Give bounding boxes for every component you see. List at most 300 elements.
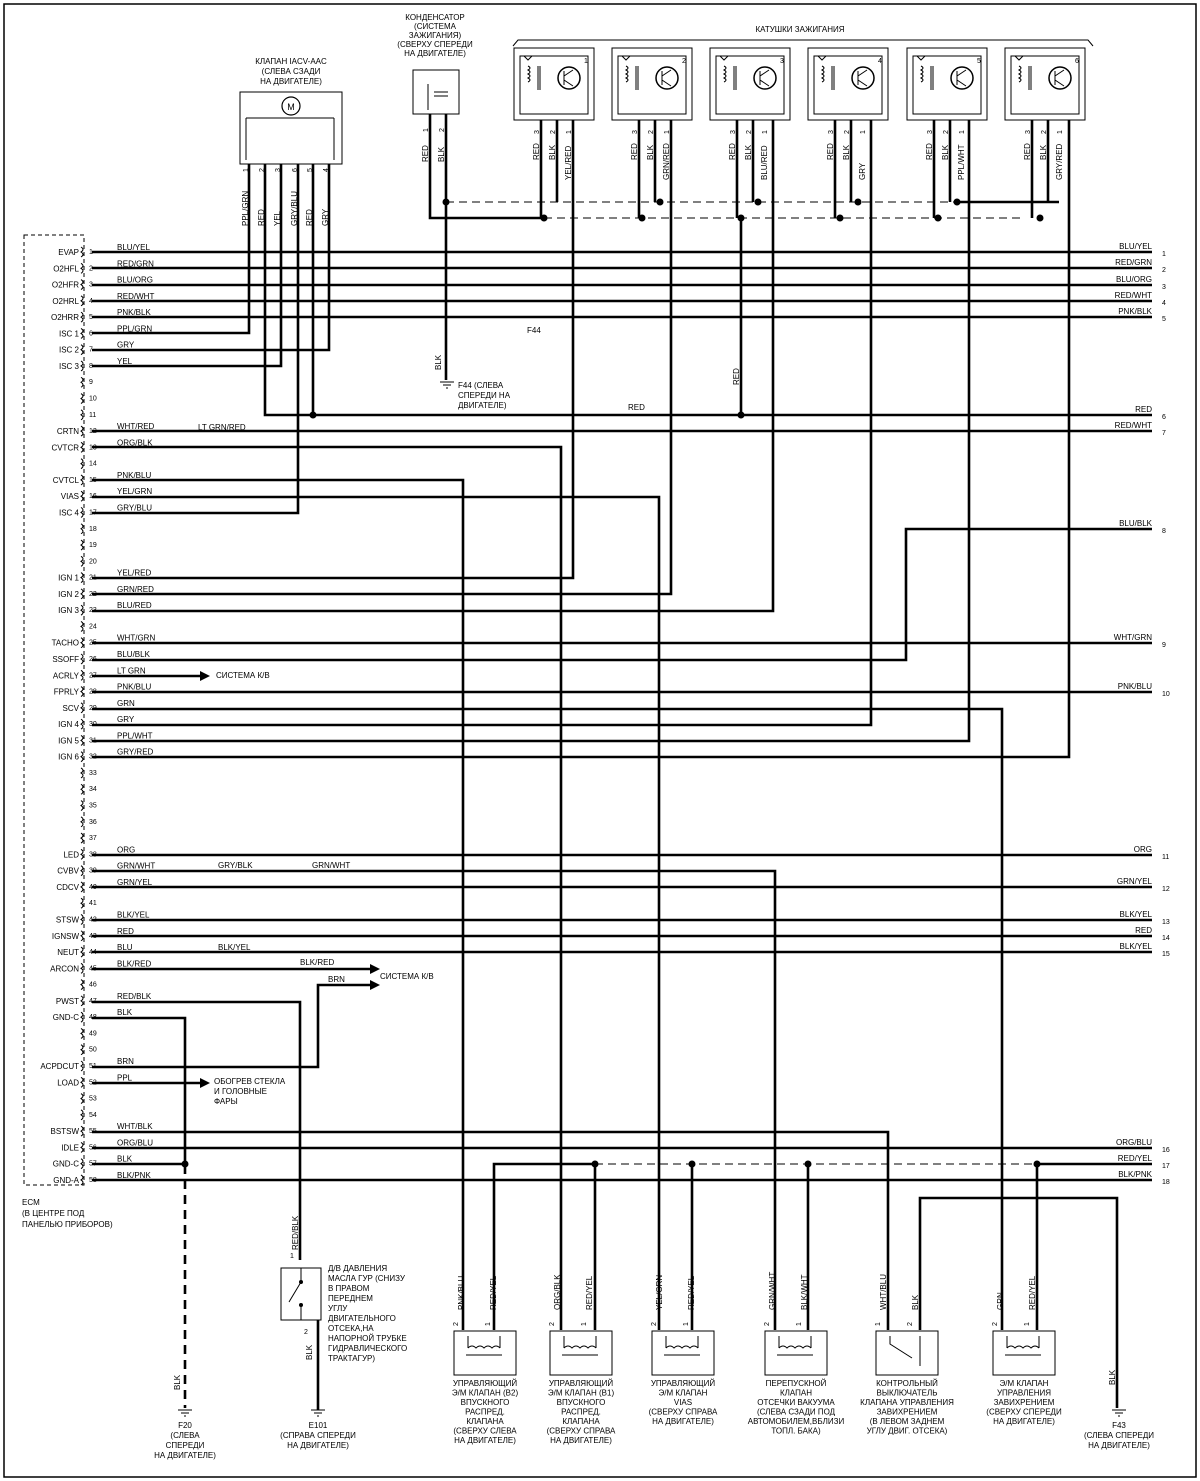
pin-connector-icon (81, 605, 83, 615)
coil-wire-color: PPL/WHT (957, 144, 966, 180)
wires (92, 114, 1152, 1410)
ps-label-line: ОТСЕКА,НА (328, 1324, 374, 1333)
pin-connector-icon (81, 296, 83, 306)
coil-pin-number: 1 (566, 130, 573, 134)
arrow-icon (370, 980, 380, 990)
pin-connector-icon (81, 507, 83, 517)
component-label-line: ТОПЛ. БАКА) (771, 1426, 821, 1436)
ecm-wire-color: BLU/YEL (117, 243, 150, 252)
bottom-components (452, 1272, 1062, 1445)
right-wire-color: BLU/ORG (1115, 275, 1152, 284)
ecm-wire-color: ORG/BLU (117, 1138, 154, 1148)
pin-connector-icon (81, 654, 83, 664)
component-label-line: ОТСЕЧКИ ВАКУУМА (757, 1398, 835, 1407)
splice-dot (935, 215, 942, 222)
right-wire-color: ORG/BLU (1115, 1138, 1152, 1147)
coil-pin-number: 1 (959, 130, 966, 134)
component-label-line: КЛАПАНА (562, 1417, 600, 1426)
ignition-coils (514, 48, 1085, 180)
f20-wire: BLK (173, 1374, 182, 1390)
component-label-line: Э/М КЛАПАН (B1) (547, 1388, 615, 1398)
pin-connector-icon (81, 1094, 83, 1104)
pin-connector-icon (81, 394, 83, 404)
coil-wire-color: RED (826, 143, 835, 160)
ecm-wire-color: BLK/RED (117, 959, 152, 969)
ecm-pin-list (40, 243, 155, 1185)
pin-connector-icon (81, 801, 83, 811)
coil-winding-icon (917, 56, 933, 90)
e101-wire: BLK (305, 1344, 314, 1360)
pin-connector-icon (81, 589, 83, 599)
ground-icon (311, 1410, 325, 1416)
condenser-title-4: (СВЕРХУ СПЕРЕДИ (397, 40, 473, 49)
ecm-wire-color: RED (117, 926, 134, 936)
splice-dot (310, 412, 317, 419)
e101-label-3: НА ДВИГАТЕЛЕ) (287, 1441, 349, 1450)
ecm-location-1: (В ЦЕНТРЕ ПОД (22, 1209, 85, 1218)
pin-connector-icon (81, 784, 83, 794)
ecm-pin-number: 34 (89, 786, 97, 794)
condenser-ground-wire: BLK (434, 354, 443, 370)
splice-dot (541, 215, 548, 222)
switch-icon (289, 1268, 301, 1320)
right-connector-number: 13 (1162, 919, 1170, 926)
defog-ref-3: ФАРЫ (214, 1097, 238, 1106)
wire-scv (92, 709, 1002, 1330)
coil-wire-color: BLK (1039, 144, 1048, 160)
solenoid-icon (777, 1336, 813, 1355)
component-label-line: (СВЕРХУ СПЕРЕДИ (986, 1407, 1062, 1417)
component-label-line: НА ДВИГАТЕЛЕ) (652, 1417, 714, 1426)
ecm-pin-name: ISC 2 (58, 345, 79, 355)
pin-connector-icon (81, 719, 83, 729)
splice-dot (855, 199, 862, 206)
right-connector-number: 6 (1162, 414, 1166, 421)
coil-wire-color: BLK (548, 144, 557, 160)
ecm-wire-color: GRN/WHT (117, 861, 156, 871)
component-1 (452, 1275, 519, 1445)
right-connector-number: 12 (1162, 886, 1170, 893)
component-label-line: ВЫКЛЮЧАТЕЛЬ (876, 1388, 938, 1398)
ecm-pin-number: 35 (89, 802, 97, 810)
coil-wire-color: GRY (858, 162, 867, 180)
right-wire-color: BLK/PNK (1118, 1170, 1152, 1179)
condenser-wire-color: BLK (437, 146, 446, 162)
component-5 (860, 1274, 954, 1436)
condenser-title-3: ЗАЖИГАНИЯ) (408, 31, 462, 40)
right-edge-connectors (1114, 242, 1170, 1186)
component-body (652, 1331, 714, 1375)
ecm-wire-color: WHT/RED (117, 422, 155, 432)
coil-pin-number: 3 (534, 130, 541, 134)
condenser-title-5: НА ДВИГАТЕЛЕ) (404, 49, 466, 58)
coil-wire-color: RED (1023, 143, 1032, 160)
component-label-line: НА ДВИГАТЕЛЕ) (454, 1436, 516, 1445)
pin-connector-icon (81, 735, 83, 745)
ecm-pin-number: 26 (89, 656, 97, 663)
coil-number: 4 (878, 58, 882, 65)
solenoid-icon (562, 1336, 598, 1355)
right-connector-number: 14 (1162, 935, 1170, 942)
component-pin-number: 1 (581, 1322, 588, 1326)
ecm-pin-number: 7 (89, 346, 93, 354)
ecm-pin-name: O2HRL (52, 296, 79, 306)
ecm-pin-number: 53 (89, 1095, 97, 1103)
iacv-wire-color: YEL (273, 210, 282, 226)
coil-wire-color: GRY/RED (1055, 143, 1064, 180)
power-steering-pressure-switch (281, 1215, 407, 1363)
right-wire-color: PNK/BLU (1117, 682, 1152, 691)
red-bus-label: RED (628, 403, 645, 412)
coil-winding-icon (1015, 56, 1031, 90)
ecm-pin-number: 37 (89, 835, 97, 843)
ecm-pin-number: 51 (89, 1063, 97, 1070)
ecm-pin-number: 45 (89, 965, 97, 973)
right-wire-color: BLK/YEL (1119, 942, 1152, 951)
ecm-pin-number: 58 (89, 1176, 97, 1184)
coil-pin-number: 2 (746, 130, 753, 134)
component-label-line: ВПУСКНОГО (556, 1398, 606, 1407)
ecm-pin-number: 48 (89, 1014, 97, 1022)
coil-wire-color: BLK (941, 144, 950, 160)
transistor-leads-icon (1055, 70, 1064, 86)
ecm-pin-number: 29 (89, 704, 97, 712)
ecm-pin-name: SSOFF (52, 655, 79, 664)
iacv-title-1: КЛАПАН IACV-AAC (255, 57, 327, 66)
ecm-wire-color: PPL/WHT (117, 731, 153, 741)
ps-label (328, 1264, 407, 1363)
component-pin-number: 2 (764, 1322, 771, 1326)
iacv-title-2: (СЛЕВА СЗАДИ (261, 67, 321, 76)
f20-label-4: НА ДВИГАТЕЛЕ) (154, 1451, 216, 1460)
right-connector-number: 4 (1162, 300, 1166, 307)
component-body (876, 1331, 938, 1375)
ecm-wire-color: YEL/RED (117, 568, 152, 578)
ecm-wire-color: YEL/GRN (117, 487, 153, 497)
transistor-icon (951, 67, 973, 89)
iacv-wire-color: RED (257, 209, 266, 226)
coil-number: 2 (682, 58, 686, 65)
right-connector-number: 10 (1162, 691, 1170, 698)
ecm-pin-number: 32 (89, 753, 97, 761)
component-wire-color: PNK/BLU (457, 1275, 466, 1310)
component-wire-color: BLK (911, 1294, 920, 1310)
component-wire-color: GRN (996, 1292, 1005, 1310)
wire-ign2 (92, 120, 671, 594)
ignition-coil-5 (907, 48, 987, 180)
ecm-pin-name: NEUT (57, 948, 79, 958)
iacv-pin-number: 1 (243, 168, 250, 172)
ecm-pin-number: 56 (89, 1144, 97, 1152)
ecm-pin-name: FPRLY (53, 687, 79, 697)
right-wire-color: RED/WHT (1114, 421, 1152, 430)
splice-dot (689, 1161, 696, 1168)
ps-wire-top: RED/BLK (291, 1215, 300, 1250)
ecm-pin-number: 36 (89, 818, 97, 826)
component-pin-number: 2 (549, 1322, 556, 1326)
ecm-pin-number: 40 (89, 883, 97, 891)
ecm-pin-name: ISC 3 (58, 361, 79, 371)
right-connector-number: 3 (1162, 284, 1166, 291)
pin-connector-icon (81, 1110, 83, 1120)
component-pin-number: 2 (453, 1322, 460, 1326)
iacv-wire-color: GRY (321, 208, 330, 226)
component-pin-number: 2 (907, 1322, 914, 1326)
component-label-line: Э/М КЛАПАН (658, 1388, 708, 1398)
splice-dots (182, 199, 1044, 1168)
component-wire-color: RED/YEL (489, 1275, 498, 1310)
switch-contact-icon (299, 1280, 303, 1284)
iacv-pin-number: 4 (323, 168, 330, 172)
pin-connector-icon (81, 638, 83, 648)
component-4 (748, 1272, 845, 1436)
ac-system-ref-1: СИСТЕМА К/В (216, 671, 270, 680)
coil-pin-number: 2 (943, 130, 950, 134)
f44-label-1: F44 (СЛЕВА (458, 381, 504, 390)
ecm-pin-name: IGN 6 (58, 752, 79, 762)
ecm-pin-name: ISC 1 (58, 329, 79, 339)
component-wire-color: ORG/BLK (553, 1274, 562, 1310)
transistor-icon (656, 67, 678, 89)
component-wire-color: RED/YEL (687, 1275, 696, 1310)
ecm-pin-number: 42 (89, 916, 97, 924)
wire-red-yel-1 (494, 1164, 595, 1330)
component-label-line: УПРАВЛЯЮЩИЙ (650, 1379, 716, 1388)
crtn-splice-label: LT GRN/RED (198, 423, 246, 432)
splice-dot (954, 199, 961, 206)
splice-dot (805, 1161, 812, 1168)
splice-dot (1037, 215, 1044, 222)
wire-cvtcr (92, 447, 561, 1330)
ecm-pin-number: 8 (89, 362, 93, 370)
ecm-pin-number: 33 (89, 769, 97, 777)
ecm-pin-number: 22 (89, 590, 97, 598)
component-label-line: Э/М КЛАПАН (999, 1379, 1049, 1388)
right-connector-number: 8 (1162, 528, 1166, 535)
coil-pin-number: 1 (664, 130, 671, 134)
wire-cvbv (92, 871, 775, 1330)
component-label-line: КЛАПАНА УПРАВЛЕНИЯ (860, 1398, 954, 1407)
ecm-wire-color: BRN (117, 1057, 134, 1066)
component-body (993, 1331, 1055, 1375)
ecm-wire-color: GRY (117, 340, 135, 350)
ecm-wire-color: PPL (117, 1073, 133, 1083)
ecm-pin-name: ACPDCUT (40, 1062, 79, 1071)
ecm-pin-name: O2HFL (53, 264, 79, 274)
ground-f43 (1084, 1369, 1154, 1450)
ecm-pin-name: VIAS (60, 492, 79, 502)
component-body (765, 1331, 827, 1375)
ecm-wire-color: PNK/BLK (117, 308, 151, 318)
ecm-pin-number: 12 (89, 428, 97, 436)
right-wire-color: RED/YEL (1117, 1154, 1152, 1163)
ecm-wire-color: PNK/BLU (117, 682, 152, 692)
ecm-pin-number: 31 (89, 737, 97, 745)
pin-connector-icon (81, 280, 83, 290)
ecm-wire-color: BLU/RED (117, 601, 152, 611)
transistor-leads-icon (564, 70, 573, 86)
splice-dot (738, 215, 745, 222)
right-wire-color: RED (1135, 926, 1152, 935)
pin-connector-icon (81, 1175, 83, 1185)
ecm-wire-color: BLK/PNK (117, 1170, 151, 1180)
ecm-pin-number: 6 (89, 330, 93, 338)
ecm-pin-number: 21 (89, 574, 97, 582)
ecm-wire-color: GRY (117, 715, 135, 725)
ecm-pin-number: 47 (89, 997, 97, 1005)
right-connector-number: 16 (1162, 1147, 1170, 1154)
ecm-wire-color: GRN (117, 698, 135, 708)
ecm-wire-color: GRY/RED (117, 747, 154, 757)
coil-number: 5 (977, 58, 981, 65)
pin-connector-icon (81, 328, 83, 338)
transistor-leads-icon (760, 70, 769, 86)
ecm-wire-color: BLU (117, 943, 133, 953)
pin-connector-icon (81, 1159, 83, 1169)
switch-contact-icon (299, 1303, 303, 1307)
motor-symbol: M (287, 102, 295, 112)
splice-dot (443, 199, 450, 206)
ecm-pin-name: SCV (62, 703, 79, 713)
right-wire-color: BLU/BLK (1119, 519, 1152, 528)
ps-label-line: МАСЛА ГУР (СНИЗУ (328, 1274, 405, 1283)
capacitor-icon (428, 84, 448, 110)
solenoid-icon (664, 1336, 700, 1355)
f43-label-1: F43 (1112, 1421, 1126, 1430)
right-connector-number: 5 (1162, 316, 1166, 323)
component-body (454, 1331, 516, 1375)
ecm-wire-color: RED/WHT (117, 291, 155, 301)
component-label-line: (СЛЕВА СЗАДИ ПОД (756, 1407, 836, 1417)
splice-dot (837, 215, 844, 222)
switch-icon (890, 1336, 920, 1366)
ecm-wire-color: YEL (117, 356, 133, 366)
pin-connector-icon (81, 263, 83, 273)
coil-winding-icon (524, 56, 540, 90)
condenser-wire-color: RED (421, 145, 430, 162)
iacv-pin-number: 6 (292, 168, 299, 172)
transistor-icon (1049, 67, 1071, 89)
ps-label-line: Д/В ДАВЛЕНИЯ (328, 1264, 388, 1273)
condenser-title-1: КОНДЕНСАТОР (405, 13, 465, 22)
ecm-pin-name: BSTSW (50, 1127, 79, 1137)
pin-connector-icon (81, 1045, 83, 1055)
splice-dot (182, 1161, 189, 1168)
right-wire-color: WHT/GRN (1113, 633, 1152, 642)
wire-isc1 (92, 164, 249, 333)
ecm-pin-number: 13 (89, 444, 97, 452)
condenser-pin-number: 1 (423, 128, 430, 132)
ecm-pin-name: IDLE (61, 1143, 79, 1153)
ground-icon (1112, 1410, 1126, 1416)
f44-label-3: ДВИГАТЕЛЕ) (458, 401, 507, 410)
ecm-wire-color: WHT/GRN (117, 633, 156, 643)
ecm-pin-number: 46 (89, 981, 97, 989)
ecm-pin-number: 41 (89, 900, 97, 908)
ecm-pin-number: 2 (89, 265, 93, 273)
iacv-wire-color: RED (305, 209, 314, 226)
component-pin-number: 1 (875, 1322, 882, 1326)
right-wire-color: BLU/YEL (1119, 242, 1152, 251)
ecm-pin-number: 11 (89, 411, 97, 419)
coil-wire-color: BLU/RED (760, 145, 769, 180)
ignition-coil-3 (710, 48, 790, 180)
coil-pin-number: 3 (927, 130, 934, 134)
ecm-pin-name: CVTCL (52, 475, 79, 485)
pin-connector-icon (81, 556, 83, 566)
splice-dot (657, 199, 664, 206)
ecm-pin-number: 4 (89, 297, 93, 305)
ecm-pin-number: 1 (89, 249, 93, 256)
ground-f20 (154, 1374, 216, 1460)
wire-f43-ground (920, 1198, 1117, 1408)
ecm-pin-number: 3 (89, 281, 93, 289)
ecm-pin-name: ARCON (50, 964, 79, 974)
coil-wire-color: BLK (842, 144, 851, 160)
component-label-line: УГЛУ ДВИГ. ОТСЕКА) (866, 1426, 948, 1436)
f20-label-3: СПЕРЕДИ (165, 1441, 205, 1450)
component-label-line: УПРАВЛЯЮЩИЙ (452, 1379, 518, 1388)
coil-wire-color: RED (630, 143, 639, 160)
ecm-wire-color: PPL/GRN (117, 324, 153, 334)
splice-dot (592, 1161, 599, 1168)
pin-connector-icon (81, 882, 83, 892)
ecm-pin-name: ACRLY (52, 671, 79, 681)
iacv-pin-number: 3 (275, 168, 282, 172)
ecm-wire-color: BLK (117, 1008, 133, 1018)
ecm-wire-color: GRN/YEL (117, 877, 153, 887)
splice-dot (1034, 1161, 1041, 1168)
ecm-pin-number: 18 (89, 525, 97, 533)
ecm-wire-color: BLU/ORG (117, 275, 154, 285)
pin-connector-icon (81, 980, 83, 990)
ac-system-ref-2: СИСТЕМА К/В (380, 972, 434, 981)
arrow-icon (200, 1078, 210, 1088)
ecm-pin-number: 50 (89, 1046, 97, 1054)
ground-icon (178, 1410, 192, 1416)
pin-connector-icon (81, 947, 83, 957)
ecm-pin-number: 54 (89, 1111, 97, 1119)
component-label-line: РАСПРЕД. (465, 1407, 505, 1417)
coil-pin-number: 2 (648, 130, 655, 134)
f44-label-2: СПЕРЕДИ НА (458, 391, 511, 400)
ecm-wire-color: GRY/BLU (117, 503, 152, 513)
component-label-line: ВПУСКНОГО (460, 1398, 510, 1407)
brn-after-label: BRN (328, 975, 345, 984)
ecm-pin-name: CRTN (56, 427, 79, 437)
transistor-leads-icon (957, 70, 966, 86)
wire-vias (92, 497, 659, 1330)
coil-pin-number: 1 (1057, 130, 1064, 134)
coil-wire-color: BLK (744, 144, 753, 160)
coil-wire-color: BLK (646, 144, 655, 160)
pin-connector-icon (81, 833, 83, 843)
pin-connector-icon (81, 849, 83, 859)
f20-label-1: F20 (178, 1421, 192, 1430)
ground-icon (440, 382, 454, 388)
component-label-line: (СВЕРХУ СПРАВА (546, 1426, 616, 1436)
right-wire-color: ORG (1133, 845, 1152, 854)
ecm-location-2: ПАНЕЛЬЮ ПРИБОРОВ) (22, 1220, 113, 1229)
ignition-coil-2 (612, 48, 692, 180)
right-connector-number: 11 (1162, 854, 1170, 861)
ecm-pin-name: ISC 4 (58, 508, 79, 518)
ecm-pin-number: 43 (89, 932, 97, 940)
pin-connector-icon (81, 621, 83, 631)
component-wire-color: RED/YEL (1028, 1275, 1037, 1310)
pin-connector-icon (81, 426, 83, 436)
component-label-line: КЛАПАН (779, 1388, 813, 1398)
